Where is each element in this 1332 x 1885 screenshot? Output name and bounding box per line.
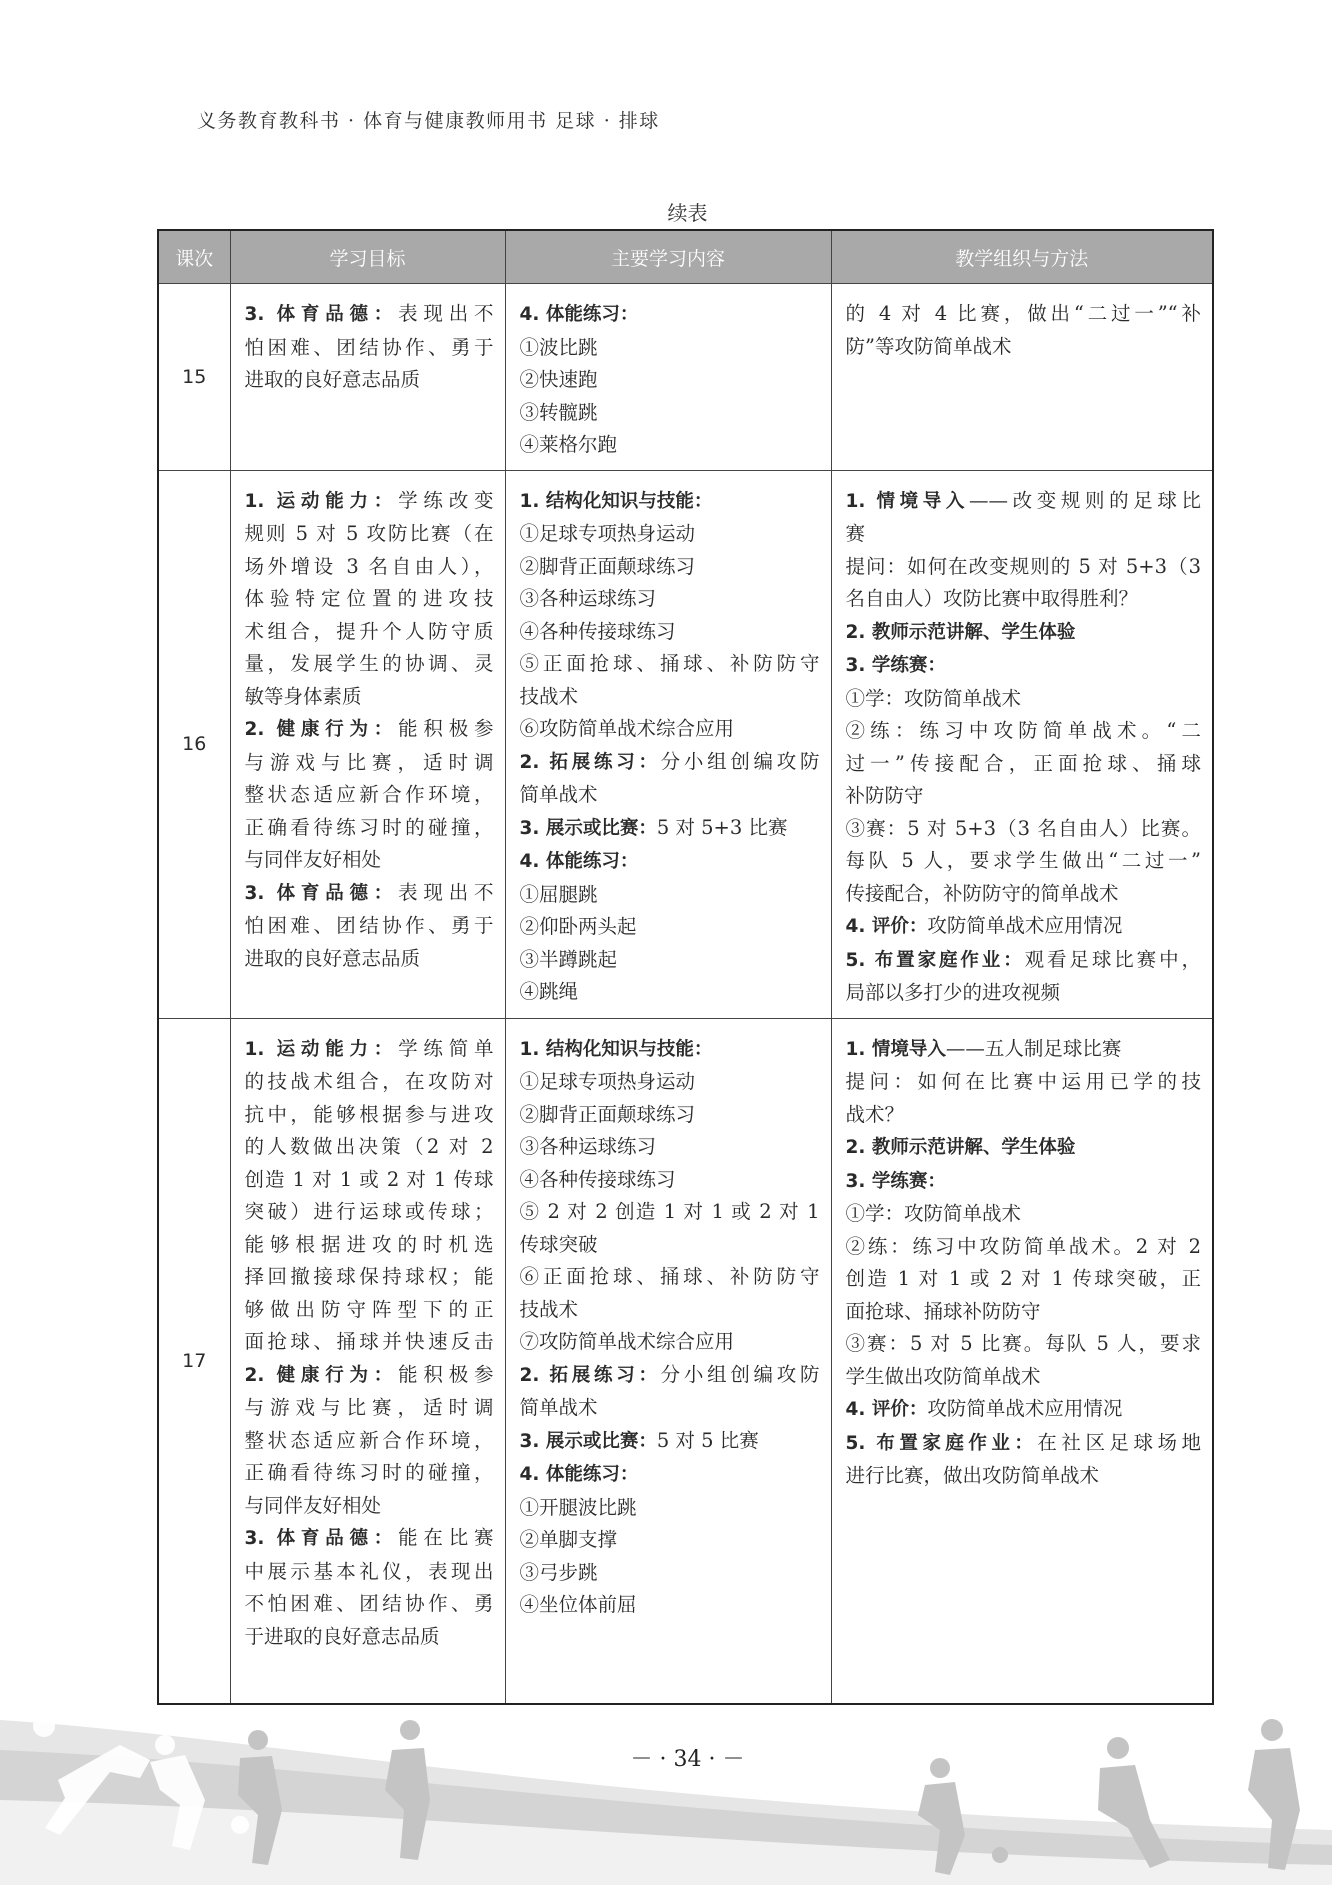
cell-line-text: 的人数做出决策（2 对 2: [244, 1135, 494, 1158]
cell-line: [245, 1033, 494, 1067]
cell-line-text: ——五人制足球比赛: [945, 1036, 1122, 1060]
cell-line-heading: 1. 结构化知识与技能：: [519, 1038, 713, 1060]
cell-line-text: 正确看待练习时的碰撞，: [244, 1461, 494, 1484]
cell-line: [245, 485, 494, 519]
cell-line: [245, 1392, 494, 1425]
cell-line: [846, 298, 1202, 331]
cell-line-heading: 2. 教师示范讲解、学生体验: [845, 621, 1076, 643]
cell-line-text: 进取的良好意志品质: [244, 368, 421, 391]
cell-line-heading: 3. 展示或比赛：: [519, 1430, 657, 1452]
cell-line-text: 规则 5 对 5 攻防比赛（在: [244, 522, 494, 545]
cell-line-text: 抗中，能够根据参与进攻: [244, 1102, 494, 1126]
cell-line-heading: 3. 体育品德：: [244, 304, 399, 325]
cell-line: [520, 1294, 820, 1327]
cell-line: [846, 1460, 1202, 1493]
cell-line-text: ④莱格尔跑: [519, 433, 618, 456]
cell-line: [245, 1294, 494, 1327]
cell-line: [520, 616, 820, 649]
methods-cell: [831, 470, 1213, 1018]
cell-line-text: 整状态适应新合作环境，: [244, 1428, 494, 1452]
cell-line: [245, 1164, 494, 1197]
cell-line: [846, 1231, 1202, 1264]
cell-line-text: ①足球专项热身运动: [519, 522, 696, 545]
cell-line-text: 能在比赛: [398, 1526, 494, 1549]
cell-line: [846, 1165, 1202, 1199]
cell-line: [520, 1557, 820, 1590]
cell-line: [520, 812, 820, 846]
cell-line: [846, 485, 1202, 519]
cell-line-text: 进行比赛，做出攻防简单战术: [845, 1464, 1100, 1487]
cell-line-text: 5 对 5 比赛: [656, 1428, 759, 1452]
cell-line-text: ③弓步跳: [519, 1560, 598, 1584]
cell-line: [245, 943, 494, 976]
cell-line-heading: 2. 拓展练习：: [519, 751, 661, 773]
cell-line-text: ④坐位体前屈: [519, 1593, 637, 1616]
cell-line: [846, 1198, 1202, 1231]
cell-line: [520, 429, 820, 462]
col-header-goals: 学习目标: [230, 230, 505, 284]
cell-line-text: 局部以多打少的进攻视频: [845, 981, 1061, 1004]
cell-line: [520, 681, 820, 714]
cell-line: [846, 910, 1202, 944]
cell-line-text: 提问：如何在改变规则的 5 对 5+3（3: [845, 554, 1201, 578]
cell-line-text: 传球突破: [519, 1232, 598, 1256]
cell-line-heading: 4. 体能练习：: [519, 851, 639, 872]
cell-line-text: 于进取的良好意志品质: [244, 1624, 440, 1648]
goals-cell: [230, 470, 505, 1018]
cell-line: [245, 648, 494, 681]
table-header-row: [158, 230, 1213, 284]
cell-line: [520, 1164, 820, 1197]
cell-line: [245, 298, 494, 332]
cell-line-text: 不怕困难、团结协作、勇: [244, 1592, 494, 1615]
cell-line: [520, 1589, 820, 1622]
cell-line: [846, 977, 1202, 1010]
col-header-methods: 教学组织与方法: [831, 230, 1213, 284]
cell-line-text: ③各种运球练习: [519, 1135, 657, 1158]
content-cell: [505, 470, 831, 1018]
cell-line-text: 怕困难、团结协作、勇于: [244, 335, 494, 359]
cell-line: [846, 683, 1202, 716]
cell-line-heading: 3. 体育品德：: [244, 1528, 399, 1549]
cell-line: [846, 748, 1202, 781]
cell-line: [846, 878, 1202, 911]
cell-line: [520, 746, 820, 780]
cell-line-text: ②单脚支撑: [519, 1528, 618, 1551]
cell-line-text: 简单战术: [519, 783, 598, 806]
cell-line-text: 技战术: [519, 1297, 579, 1321]
lesson-number: 17: [158, 1018, 230, 1704]
cell-line-text: 防”等攻防简单战术: [845, 334, 1012, 358]
cell-line-text: ④跳绳: [519, 980, 579, 1003]
cell-line-text: 择回撤接球保持球权；能: [244, 1265, 494, 1288]
cell-line: [846, 944, 1202, 978]
table-row: [158, 470, 1213, 1018]
cell-line-text: ②脚背正面颠球练习: [519, 554, 696, 578]
cell-line: [846, 813, 1202, 846]
cell-line-text: ①学：攻防简单战术: [845, 686, 1022, 710]
cell-line-heading: 2. 教师示范讲解、学生体验: [845, 1137, 1076, 1158]
cell-line: [846, 1099, 1202, 1132]
cell-line-text: 补防防守: [845, 784, 924, 807]
cell-line: [245, 551, 494, 584]
cell-line: [520, 1392, 820, 1425]
cell-line-text: ②脚背正面颠球练习: [519, 1102, 696, 1126]
cell-line-text: 学练改变: [398, 488, 494, 512]
cell-line-text: 进取的良好意志品质: [244, 946, 421, 970]
cell-line: [846, 518, 1202, 551]
methods-cell: [831, 284, 1213, 471]
cell-line-text: ①足球专项热身运动: [519, 1070, 696, 1093]
cell-line-text: ⑥正面抢球、捅球、补防防守: [519, 1265, 820, 1288]
cell-line: [520, 1131, 820, 1164]
cell-line: [245, 779, 494, 812]
cell-line: [245, 1359, 494, 1393]
cell-line: [846, 1328, 1202, 1361]
cell-line-heading: 3. 学练赛：: [845, 655, 946, 676]
cell-line-text: 技战术: [519, 684, 579, 708]
cell-line-heading: 1. 情境导入: [845, 490, 969, 512]
cell-line: [520, 364, 820, 397]
cell-line: [520, 1458, 820, 1492]
cell-line-heading: 1. 运动能力：: [244, 490, 399, 512]
cell-line: [520, 779, 820, 812]
cell-line-heading: 4. 评价：: [845, 1399, 928, 1420]
cell-line-heading: 4. 体能练习：: [519, 1464, 639, 1485]
cell-line: [245, 616, 494, 649]
cell-line-text: 中展示基本礼仪，表现出: [244, 1559, 494, 1583]
cell-line-text: 正确看待练习时的碰撞，: [244, 815, 494, 839]
cell-line-text: 能积极参: [398, 717, 494, 740]
cell-line: [245, 1131, 494, 1164]
cell-line: [846, 616, 1202, 650]
cell-line: [520, 944, 820, 977]
cell-line-text: ②仰卧两头起: [519, 915, 637, 938]
cell-line-heading: 3. 展示或比赛：: [519, 817, 657, 839]
cell-line-text: 突破）进行运球或传球；: [244, 1200, 494, 1223]
cell-line: [245, 1229, 494, 1262]
cell-line-heading: 3. 学练赛：: [845, 1170, 946, 1192]
cell-line-text: 的技战术组合，在攻防对: [244, 1070, 494, 1093]
goals-cell: [230, 1018, 505, 1704]
methods-cell: [831, 1018, 1213, 1704]
cell-line: [846, 551, 1202, 584]
cell-line-heading: 4. 评价：: [845, 916, 928, 937]
cell-line-text: ①开腿波比跳: [519, 1495, 637, 1519]
cell-line-text: 在社区足球场地: [1037, 1430, 1201, 1454]
cell-line: [520, 397, 820, 430]
col-header-content: 主要学习内容: [505, 230, 831, 284]
cell-line: [520, 1229, 820, 1262]
cell-line: [245, 1099, 494, 1132]
cell-line: [520, 1099, 820, 1132]
cell-line-text: 传接配合，补防防守的简单战术: [845, 881, 1119, 905]
cell-line-heading: 1. 结构化知识与技能：: [519, 490, 713, 512]
cell-line-text: ③各种运球练习: [519, 587, 657, 610]
cell-line-text: 攻防简单战术应用情况: [927, 1397, 1123, 1420]
cell-line-text: 学练简单: [398, 1036, 494, 1060]
cell-line-heading: 4. 体能练习：: [519, 304, 639, 325]
cell-line: [245, 1556, 494, 1589]
cell-line: [245, 877, 494, 911]
cell-line-text: 面抢球、捅球补防防守: [845, 1299, 1041, 1323]
cell-line-text: 5 对 5+3 比赛: [656, 815, 788, 839]
cell-line-heading: 2. 健康行为：: [244, 719, 399, 740]
cell-line-text: ⑥攻防简单战术综合应用: [519, 717, 735, 740]
footer-silhouettes-icon: [0, 1660, 1332, 1885]
cell-line-text: ③转髋跳: [519, 400, 598, 424]
lesson-plan-table: [157, 229, 1214, 1705]
cell-line: [245, 844, 494, 877]
cell-line-text: 能够根据进攻的时机选: [244, 1232, 494, 1256]
content-cell: [505, 1018, 831, 1704]
cell-line-text: 赛: [845, 522, 866, 545]
cell-line: [245, 713, 494, 747]
lesson-number: 16: [158, 470, 230, 1018]
cell-line-text: ①学：攻防简单战术: [845, 1202, 1022, 1225]
cell-line: [846, 1131, 1202, 1165]
cell-line-text: 敏等身体素质: [244, 684, 362, 708]
cell-line: [245, 1621, 494, 1654]
cell-line-text: ①屈腿跳: [519, 882, 598, 906]
cell-line: [520, 485, 820, 519]
cell-line: [245, 364, 494, 397]
cell-line-text: ——改变规则的足球比: [968, 488, 1201, 512]
cell-line-text: 量，发展学生的协调、灵: [244, 652, 494, 675]
cell-line: [846, 331, 1202, 364]
content-cell: [505, 284, 831, 471]
cell-line-text: 分小组创编攻防: [660, 1362, 820, 1386]
cell-line-text: 观看足球比赛中，: [1024, 947, 1201, 971]
cell-line-text: 术组合，提升个人防守质: [244, 619, 494, 643]
cell-line: [846, 1427, 1202, 1461]
cell-line-text: 够做出防守阵型下的正: [244, 1297, 494, 1321]
cell-line-heading: 5. 布置家庭作业：: [845, 949, 1025, 971]
cell-line-text: ③赛：5 对 5+3（3 名自由人）比赛。: [845, 816, 1201, 840]
cell-line-text: 能积极参: [398, 1362, 494, 1386]
cell-line-text: 的 4 对 4 比赛，做出“二过一”“补: [845, 302, 1201, 325]
cell-line: [520, 583, 820, 616]
cell-line-text: ②快速跑: [519, 368, 598, 391]
cell-line-text: 与游戏与比赛，适时调: [244, 1396, 494, 1419]
cell-line: [520, 551, 820, 584]
cell-line-text: ④各种传接球练习: [519, 619, 676, 643]
cell-line: [520, 518, 820, 551]
table-row: [158, 284, 1213, 471]
cell-line: [245, 910, 494, 943]
cell-line: [846, 1066, 1202, 1099]
cell-line: [846, 583, 1202, 616]
cell-line-text: 与游戏与比赛，适时调: [244, 750, 494, 774]
cell-line: [520, 1359, 820, 1393]
cell-line-text: ③半蹲跳起: [519, 947, 618, 971]
cell-line-text: 分小组创编攻防: [660, 749, 820, 773]
cell-line: [846, 1296, 1202, 1329]
cell-line: [846, 1263, 1202, 1296]
cell-line-text: ③赛：5 对 5 比赛。每队 5 人，要求: [845, 1332, 1201, 1355]
cell-line: [846, 1361, 1202, 1394]
cell-line: [520, 1425, 820, 1459]
cell-line-heading: 1. 运动能力：: [244, 1038, 399, 1060]
cell-line-text: ⑤ 2 对 2 创造 1 对 1 或 2 对 1: [519, 1200, 820, 1223]
cell-line-text: 攻防简单战术应用情况: [927, 914, 1123, 937]
cell-line: [245, 681, 494, 714]
cell-line: [245, 332, 494, 365]
lesson-number: 15: [158, 284, 230, 471]
cell-line: [520, 879, 820, 912]
cell-line-text: ②练：练习中攻防简单战术。2 对 2: [845, 1234, 1201, 1258]
cell-line: [245, 1261, 494, 1294]
cell-line: [846, 845, 1202, 878]
cell-line-text: 怕困难、团结协作、勇于: [244, 914, 494, 937]
cell-line-text: 创造 1 对 1 或 2 对 1 传球: [244, 1167, 494, 1191]
cell-line-text: 简单战术: [519, 1396, 598, 1419]
cell-line-text: 整状态适应新合作环境，: [244, 783, 494, 806]
cell-line: [520, 648, 820, 681]
cell-line: [520, 1066, 820, 1099]
cell-line-text: 面抢球、捅球并快速反击: [244, 1330, 494, 1353]
cell-line-text: 名自由人）攻防比赛中取得胜利？: [845, 587, 1139, 610]
cell-line-text: ④各种传接球练习: [519, 1167, 676, 1191]
cell-line-text: 学生做出攻防简单战术: [845, 1364, 1041, 1388]
cell-line: [245, 1196, 494, 1229]
table-row: [158, 1018, 1213, 1704]
cell-line: [245, 518, 494, 551]
cell-line-text: 与同伴友好相处: [244, 1493, 382, 1517]
cell-line: [520, 1033, 820, 1067]
cell-line-text: 表现出不: [398, 302, 494, 325]
cell-line: [520, 976, 820, 1009]
cell-line: [846, 1393, 1202, 1427]
cell-line: [846, 1033, 1202, 1067]
cell-line-text: 过一”传接配合，正面抢球、捅球: [845, 751, 1201, 775]
cell-line-heading: 2. 健康行为：: [244, 1364, 399, 1386]
cell-line: [245, 1066, 494, 1099]
cell-line: [520, 1196, 820, 1229]
cell-line: [846, 715, 1202, 748]
cell-line-text: 提问：如何在比赛中运用已学的技: [845, 1070, 1201, 1093]
cell-line-text: 表现出不: [398, 880, 494, 904]
cell-line: [520, 332, 820, 365]
cell-line: [520, 1326, 820, 1359]
cell-line: [245, 583, 494, 616]
cell-line-heading: 1. 情境导入: [845, 1038, 946, 1060]
cell-line: [520, 1524, 820, 1557]
cell-line-text: ①波比跳: [519, 335, 598, 359]
cell-line: [245, 1588, 494, 1621]
cell-line-text: 体验特定位置的进攻技: [244, 587, 494, 610]
cell-line: [245, 747, 494, 780]
cell-line: [520, 845, 820, 879]
cell-line-heading: 5. 布置家庭作业：: [845, 1432, 1038, 1454]
cell-line: [245, 1326, 494, 1359]
cell-line-heading: 3. 体育品德：: [244, 882, 399, 904]
page-number: － · 34 · －: [630, 1747, 745, 1772]
cell-line: [245, 1490, 494, 1523]
cell-line-text: ②练：练习中攻防简单战术。“二: [845, 719, 1201, 742]
cell-line: [520, 1492, 820, 1525]
running-head: 义务教育教科书 · 体育与健康教师用书 足球 · 排球: [197, 110, 660, 132]
cell-line: [846, 780, 1202, 813]
cell-line-text: 创造 1 对 1 或 2 对 1 传球突破，正: [845, 1267, 1201, 1290]
cell-line: [846, 649, 1202, 683]
cell-line: [245, 1425, 494, 1458]
cell-line: [520, 911, 820, 944]
table-caption: 续表: [667, 201, 708, 225]
cell-line: [245, 812, 494, 845]
goals-cell: [230, 284, 505, 471]
cell-line: [520, 1261, 820, 1294]
cell-line-heading: 2. 拓展练习：: [519, 1364, 661, 1386]
cell-line-text: 与同伴友好相处: [244, 848, 382, 871]
cell-line-text: 战术？: [845, 1102, 905, 1126]
cell-line-text: ⑤正面抢球、捅球、补防防守: [519, 652, 820, 675]
cell-line-text: 场外增设 3 名自由人），: [244, 554, 494, 578]
cell-line: [245, 1457, 494, 1490]
cell-line: [520, 713, 820, 746]
cell-line: [245, 1522, 494, 1556]
cell-line-text: ⑦攻防简单战术综合应用: [519, 1330, 735, 1353]
col-header-lesson: 课次: [158, 230, 230, 284]
cell-line: [520, 298, 820, 332]
cell-line-text: 每队 5 人，要求学生做出“二过一”: [845, 849, 1201, 872]
